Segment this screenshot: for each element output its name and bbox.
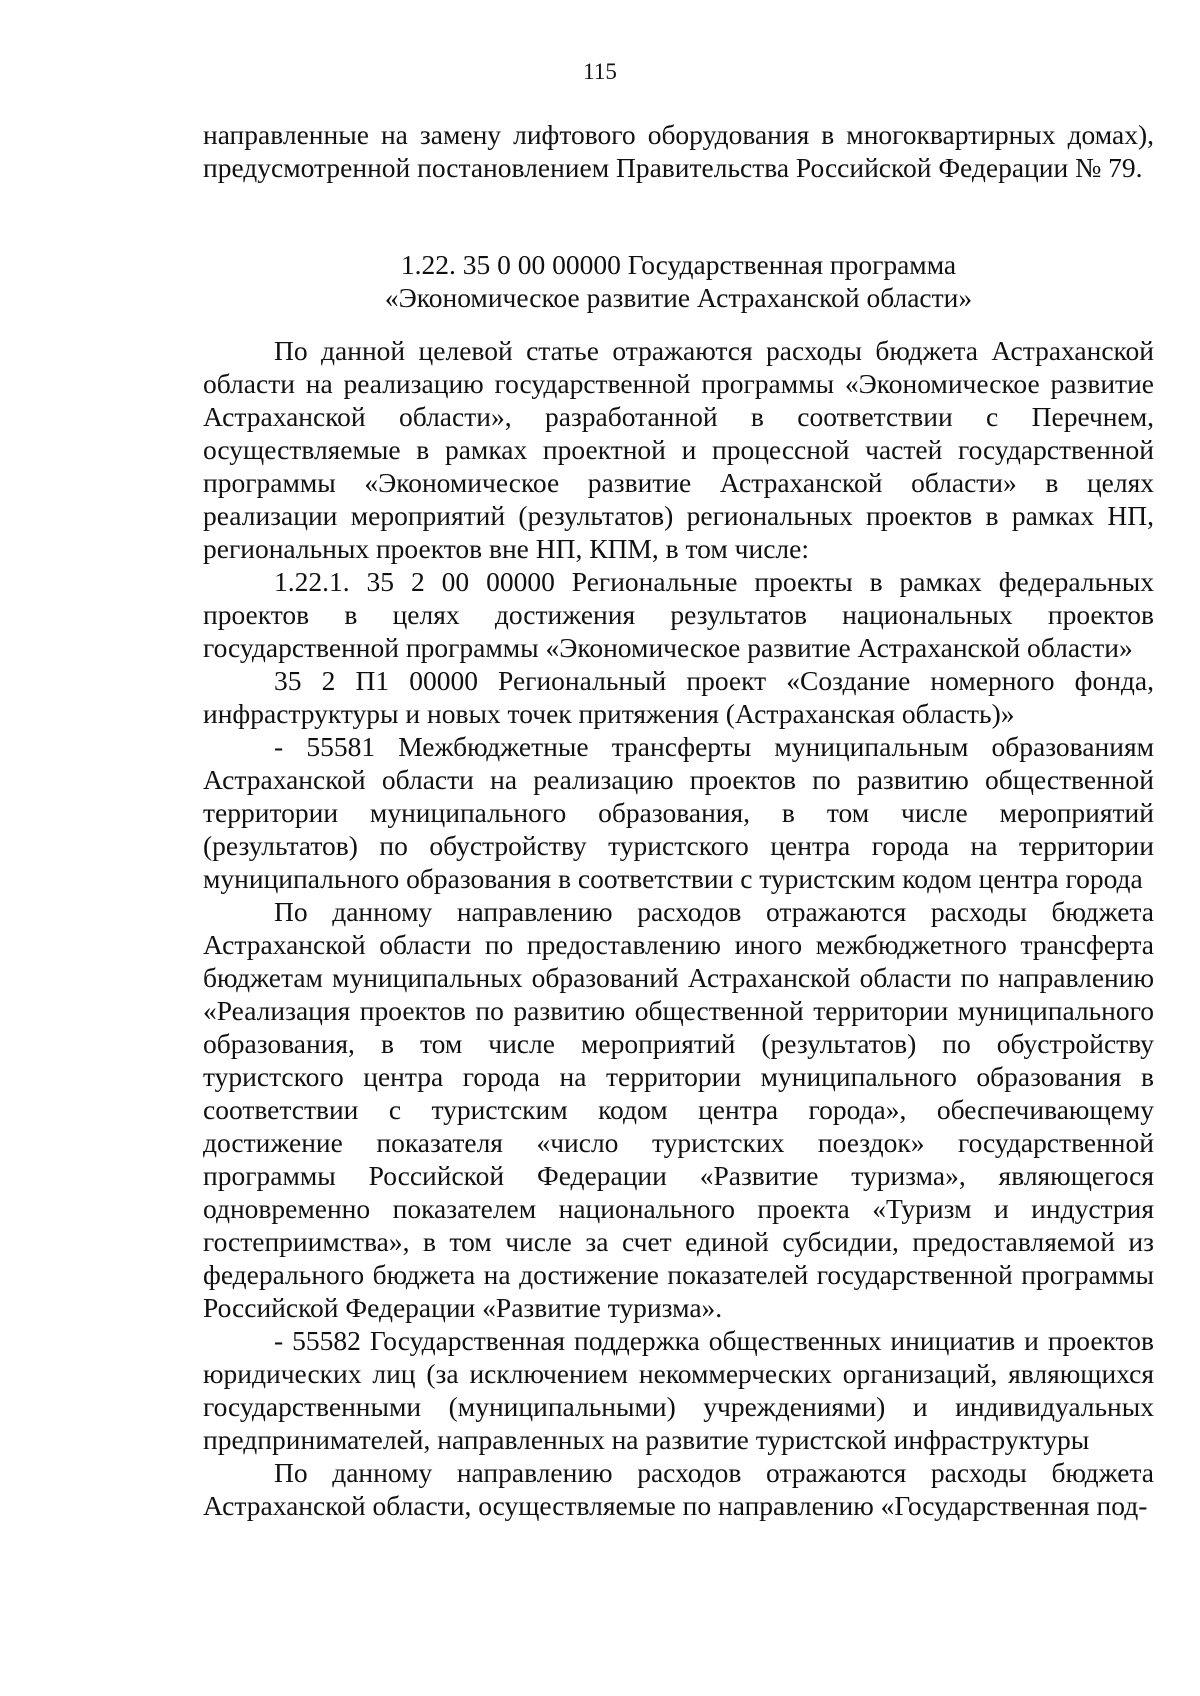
body-text — [203, 334, 1154, 1522]
paragraph-code-55582: - 55582 Государственная поддержка общественных инициатив и проектов юридических лиц (за исключением некоммерческих организаций, являющихся государственными (муниципальными) учреждениями) и индивидуальных предпринимателей, направленных на развитие туристской инфраструктуры — [203, 1325, 1154, 1455]
paragraph-regional-project-p1: 35 2 П1 00000 Региональный проект «Создание номерного фонда, инфраструктуры и новых точек притяжения (Астраханская область)» — [203, 665, 1154, 729]
paragraph-regional-projects: 1.22.1. 35 2 00 00000 Региональные проекты в рамках федеральных проектов в целях достижения результатов национальных проектов государственной программы «Экономическое развитие Астраханской области» — [203, 566, 1154, 663]
section-heading-line-2: «Экономическое развитие Астраханской области» — [384, 282, 973, 313]
paragraph-55581-description: По данному направлению расходов отражаются расходы бюджета Астраханской области по предоставлению иного межбюджетного трансферта бюджетам муниципальных образований Астраханской области по направлению «Реализация проектов по развитию общественной территории муниципального образования, в том числе мероприятий (результатов) по обустройству туристского центра города на территории муниципального образования в соответствии с туристским кодом центра города», обеспечивающему достижение показателя «число туристских поездок» государственной программы Российской Федерации «Развитие туризма», являющегося одновременно показателем национального проекта «Туризм и индустрия гостеприимства», в том числе за счет единой субсидии, предоставляемой из федерального бюджета на достижение показателей государственной программы Российской Федерации «Развитие туризма». — [203, 896, 1154, 1323]
section-heading-line-1: 1.22. 35 0 00 00000 Государственная программа — [400, 249, 957, 280]
intro-block — [203, 118, 1154, 184]
intro-paragraph: направленные на замену лифтового оборудования в многоквартирных домах), предусмотренной постановлением Правительства Российской Федерации № 79. — [203, 119, 1154, 183]
paragraph-code-55581: - 55581 Межбюджетные трансферты муниципальным образованиям Астраханской области на реализацию проектов по развитию общественной территории муниципального образования, в том числе мероприятий (результатов) по обустройству туристского центра города на территории муниципального образования в соответствии с туристским кодом центра города — [203, 731, 1154, 894]
paragraph-target-article: По данной целевой статье отражаются расходы бюджета Астраханской области на реализацию государственной программы «Экономическое развитие Астраханской области», разработанной в соответствии с Перечнем, осуществляемые в рамках проектной и процессной частей государственной программы «Экономическое развитие Астраханской области» в целях реализации мероприятий (результатов) региональных проектов в рамках НП, региональных проектов вне НП, КПМ, в том числе: — [203, 335, 1154, 564]
page-number: 115 — [583, 59, 617, 84]
section-heading — [203, 248, 1154, 314]
paragraph-55582-description: По данному направлению расходов отражаются расходы бюджета Астраханской области, осуществляемые по направлению «Государственная под- — [203, 1457, 1154, 1521]
